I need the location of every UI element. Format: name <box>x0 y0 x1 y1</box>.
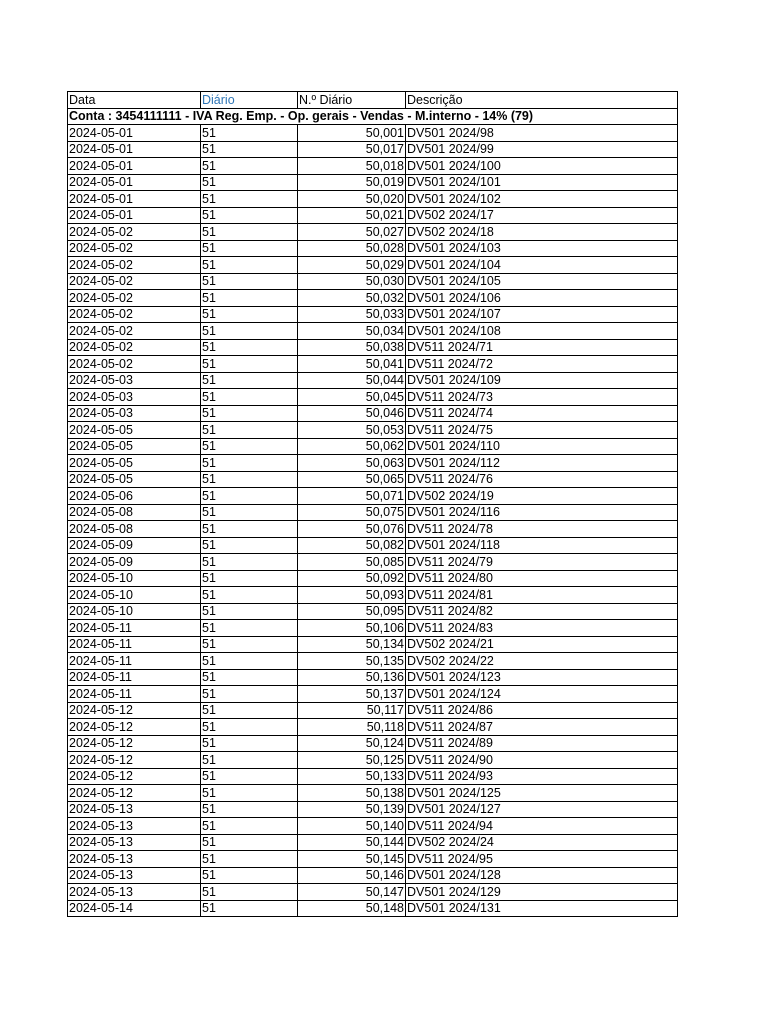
cell-date: 2024-05-01 <box>68 125 201 142</box>
table-row <box>68 290 678 307</box>
cell-descricao: DV511 2024/95 <box>406 851 678 868</box>
table-row <box>68 273 678 290</box>
table-row <box>68 438 678 455</box>
cell-n-diario: 50,085 <box>298 554 406 571</box>
cell-diario: 51 <box>201 174 298 191</box>
cell-diario: 51 <box>201 554 298 571</box>
table-row <box>68 389 678 406</box>
cell-date: 2024-05-02 <box>68 323 201 340</box>
cell-diario: 51 <box>201 587 298 604</box>
cell-descricao: DV502 2024/24 <box>406 834 678 851</box>
table-row <box>68 735 678 752</box>
cell-n-diario: 50,001 <box>298 125 406 142</box>
cell-descricao: DV501 2024/107 <box>406 306 678 323</box>
cell-date: 2024-05-13 <box>68 884 201 901</box>
cell-date: 2024-05-11 <box>68 620 201 637</box>
cell-diario: 51 <box>201 339 298 356</box>
table-row <box>68 653 678 670</box>
header-row <box>68 92 678 109</box>
table-row <box>68 669 678 686</box>
cell-descricao: DV511 2024/89 <box>406 735 678 752</box>
cell-descricao: DV511 2024/87 <box>406 719 678 736</box>
cell-date: 2024-05-14 <box>68 900 201 917</box>
cell-date: 2024-05-11 <box>68 669 201 686</box>
cell-diario: 51 <box>201 702 298 719</box>
cell-n-diario: 50,017 <box>298 141 406 158</box>
cell-diario: 51 <box>201 207 298 224</box>
cell-n-diario: 50,041 <box>298 356 406 373</box>
cell-n-diario: 50,038 <box>298 339 406 356</box>
account-row <box>68 108 678 125</box>
cell-descricao: DV511 2024/82 <box>406 603 678 620</box>
cell-descricao: DV511 2024/80 <box>406 570 678 587</box>
cell-descricao: DV501 2024/102 <box>406 191 678 208</box>
cell-descricao: DV511 2024/76 <box>406 471 678 488</box>
cell-diario: 51 <box>201 620 298 637</box>
cell-diario: 51 <box>201 372 298 389</box>
cell-descricao: DV502 2024/17 <box>406 207 678 224</box>
table-row <box>68 455 678 472</box>
cell-n-diario: 50,117 <box>298 702 406 719</box>
cell-diario: 51 <box>201 752 298 769</box>
cell-n-diario: 50,018 <box>298 158 406 175</box>
cell-date: 2024-05-02 <box>68 306 201 323</box>
cell-diario: 51 <box>201 455 298 472</box>
table-row <box>68 785 678 802</box>
cell-diario: 51 <box>201 719 298 736</box>
cell-diario: 51 <box>201 867 298 884</box>
table-row <box>68 537 678 554</box>
cell-diario: 51 <box>201 504 298 521</box>
cell-diario: 51 <box>201 900 298 917</box>
table-row <box>68 257 678 274</box>
table-row <box>68 818 678 835</box>
cell-descricao: DV501 2024/108 <box>406 323 678 340</box>
cell-date: 2024-05-05 <box>68 471 201 488</box>
cell-descricao: DV501 2024/101 <box>406 174 678 191</box>
cell-descricao: DV502 2024/18 <box>406 224 678 241</box>
cell-n-diario: 50,139 <box>298 801 406 818</box>
cell-n-diario: 50,062 <box>298 438 406 455</box>
cell-date: 2024-05-08 <box>68 521 201 538</box>
journal-table <box>67 91 678 917</box>
cell-diario: 51 <box>201 422 298 439</box>
cell-n-diario: 50,095 <box>298 603 406 620</box>
cell-date: 2024-05-01 <box>68 191 201 208</box>
cell-date: 2024-05-03 <box>68 389 201 406</box>
cell-descricao: DV511 2024/93 <box>406 768 678 785</box>
cell-diario: 51 <box>201 801 298 818</box>
table-row <box>68 488 678 505</box>
cell-date: 2024-05-11 <box>68 686 201 703</box>
cell-diario: 51 <box>201 669 298 686</box>
cell-descricao: DV501 2024/106 <box>406 290 678 307</box>
cell-diario: 51 <box>201 389 298 406</box>
table-row <box>68 554 678 571</box>
cell-diario: 51 <box>201 158 298 175</box>
cell-n-diario: 50,019 <box>298 174 406 191</box>
cell-n-diario: 50,144 <box>298 834 406 851</box>
cell-diario: 51 <box>201 141 298 158</box>
cell-date: 2024-05-01 <box>68 174 201 191</box>
cell-n-diario: 50,021 <box>298 207 406 224</box>
cell-date: 2024-05-06 <box>68 488 201 505</box>
cell-descricao: DV501 2024/116 <box>406 504 678 521</box>
table-row <box>68 900 678 917</box>
cell-diario: 51 <box>201 191 298 208</box>
cell-descricao: DV501 2024/123 <box>406 669 678 686</box>
cell-date: 2024-05-02 <box>68 224 201 241</box>
table-row <box>68 587 678 604</box>
cell-n-diario: 50,093 <box>298 587 406 604</box>
table-row <box>68 504 678 521</box>
cell-date: 2024-05-02 <box>68 240 201 257</box>
cell-n-diario: 50,118 <box>298 719 406 736</box>
cell-diario: 51 <box>201 686 298 703</box>
cell-date: 2024-05-02 <box>68 356 201 373</box>
cell-diario: 51 <box>201 240 298 257</box>
cell-descricao: DV501 2024/100 <box>406 158 678 175</box>
table-row <box>68 207 678 224</box>
table-row <box>68 356 678 373</box>
cell-diario: 51 <box>201 273 298 290</box>
cell-diario: 51 <box>201 290 298 307</box>
cell-descricao: DV501 2024/103 <box>406 240 678 257</box>
cell-diario: 51 <box>201 306 298 323</box>
cell-descricao: DV511 2024/79 <box>406 554 678 571</box>
cell-n-diario: 50,034 <box>298 323 406 340</box>
table-row <box>68 306 678 323</box>
cell-diario: 51 <box>201 224 298 241</box>
table-row <box>68 686 678 703</box>
cell-date: 2024-05-13 <box>68 851 201 868</box>
cell-diario: 51 <box>201 323 298 340</box>
cell-date: 2024-05-13 <box>68 834 201 851</box>
header-n-diario: N.º Diário <box>298 92 406 109</box>
cell-diario: 51 <box>201 405 298 422</box>
cell-date: 2024-05-12 <box>68 768 201 785</box>
cell-descricao: DV501 2024/125 <box>406 785 678 802</box>
cell-date: 2024-05-13 <box>68 801 201 818</box>
cell-n-diario: 50,148 <box>298 900 406 917</box>
table-row <box>68 372 678 389</box>
cell-n-diario: 50,106 <box>298 620 406 637</box>
cell-diario: 51 <box>201 488 298 505</box>
header-descricao: Descrição <box>406 92 678 109</box>
cell-descricao: DV501 2024/98 <box>406 125 678 142</box>
cell-n-diario: 50,145 <box>298 851 406 868</box>
cell-n-diario: 50,124 <box>298 735 406 752</box>
table-row <box>68 636 678 653</box>
cell-descricao: DV502 2024/19 <box>406 488 678 505</box>
cell-date: 2024-05-08 <box>68 504 201 521</box>
cell-n-diario: 50,045 <box>298 389 406 406</box>
cell-n-diario: 50,028 <box>298 240 406 257</box>
cell-n-diario: 50,082 <box>298 537 406 554</box>
cell-n-diario: 50,044 <box>298 372 406 389</box>
table-row <box>68 521 678 538</box>
cell-date: 2024-05-01 <box>68 141 201 158</box>
cell-descricao: DV501 2024/104 <box>406 257 678 274</box>
cell-date: 2024-05-02 <box>68 257 201 274</box>
cell-date: 2024-05-01 <box>68 158 201 175</box>
cell-descricao: DV502 2024/21 <box>406 636 678 653</box>
cell-descricao: DV501 2024/112 <box>406 455 678 472</box>
table-row <box>68 158 678 175</box>
journal-table-body <box>68 92 678 917</box>
cell-n-diario: 50,137 <box>298 686 406 703</box>
cell-date: 2024-05-12 <box>68 735 201 752</box>
cell-descricao: DV511 2024/81 <box>406 587 678 604</box>
table-row <box>68 141 678 158</box>
cell-date: 2024-05-12 <box>68 702 201 719</box>
cell-descricao: DV511 2024/86 <box>406 702 678 719</box>
cell-n-diario: 50,053 <box>298 422 406 439</box>
cell-descricao: DV501 2024/131 <box>406 900 678 917</box>
cell-descricao: DV511 2024/72 <box>406 356 678 373</box>
cell-date: 2024-05-12 <box>68 719 201 736</box>
cell-date: 2024-05-13 <box>68 818 201 835</box>
cell-n-diario: 50,147 <box>298 884 406 901</box>
cell-diario: 51 <box>201 653 298 670</box>
cell-n-diario: 50,140 <box>298 818 406 835</box>
table-row <box>68 719 678 736</box>
cell-diario: 51 <box>201 570 298 587</box>
cell-descricao: DV501 2024/128 <box>406 867 678 884</box>
cell-date: 2024-05-12 <box>68 785 201 802</box>
cell-n-diario: 50,033 <box>298 306 406 323</box>
table-row <box>68 339 678 356</box>
header-diario-link[interactable]: Diário <box>201 92 298 109</box>
cell-n-diario: 50,063 <box>298 455 406 472</box>
cell-n-diario: 50,135 <box>298 653 406 670</box>
cell-diario: 51 <box>201 471 298 488</box>
table-row <box>68 834 678 851</box>
table-row <box>68 702 678 719</box>
cell-n-diario: 50,030 <box>298 273 406 290</box>
cell-date: 2024-05-05 <box>68 455 201 472</box>
cell-descricao: DV501 2024/109 <box>406 372 678 389</box>
cell-descricao: DV501 2024/110 <box>406 438 678 455</box>
cell-descricao: DV511 2024/73 <box>406 389 678 406</box>
cell-n-diario: 50,076 <box>298 521 406 538</box>
cell-date: 2024-05-10 <box>68 587 201 604</box>
table-row <box>68 471 678 488</box>
table-row <box>68 422 678 439</box>
cell-diario: 51 <box>201 768 298 785</box>
cell-n-diario: 50,146 <box>298 867 406 884</box>
cell-date: 2024-05-13 <box>68 867 201 884</box>
table-row <box>68 620 678 637</box>
table-row <box>68 801 678 818</box>
cell-n-diario: 50,125 <box>298 752 406 769</box>
cell-descricao: DV511 2024/94 <box>406 818 678 835</box>
cell-diario: 51 <box>201 735 298 752</box>
cell-diario: 51 <box>201 356 298 373</box>
cell-descricao: DV511 2024/71 <box>406 339 678 356</box>
cell-date: 2024-05-02 <box>68 273 201 290</box>
table-row <box>68 570 678 587</box>
cell-n-diario: 50,065 <box>298 471 406 488</box>
cell-descricao: DV511 2024/83 <box>406 620 678 637</box>
cell-descricao: DV501 2024/118 <box>406 537 678 554</box>
cell-descricao: DV511 2024/78 <box>406 521 678 538</box>
cell-diario: 51 <box>201 125 298 142</box>
cell-n-diario: 50,075 <box>298 504 406 521</box>
table-row <box>68 768 678 785</box>
cell-descricao: DV501 2024/105 <box>406 273 678 290</box>
table-row <box>68 867 678 884</box>
cell-date: 2024-05-02 <box>68 290 201 307</box>
cell-date: 2024-05-11 <box>68 636 201 653</box>
cell-date: 2024-05-03 <box>68 372 201 389</box>
cell-diario: 51 <box>201 257 298 274</box>
cell-n-diario: 50,136 <box>298 669 406 686</box>
cell-diario: 51 <box>201 818 298 835</box>
cell-n-diario: 50,029 <box>298 257 406 274</box>
cell-diario: 51 <box>201 785 298 802</box>
cell-descricao: DV511 2024/74 <box>406 405 678 422</box>
cell-diario: 51 <box>201 884 298 901</box>
cell-descricao: DV501 2024/129 <box>406 884 678 901</box>
cell-n-diario: 50,032 <box>298 290 406 307</box>
table-row <box>68 884 678 901</box>
cell-date: 2024-05-09 <box>68 537 201 554</box>
cell-date: 2024-05-05 <box>68 438 201 455</box>
cell-date: 2024-05-09 <box>68 554 201 571</box>
cell-descricao: DV511 2024/90 <box>406 752 678 769</box>
cell-diario: 51 <box>201 851 298 868</box>
table-row <box>68 323 678 340</box>
cell-n-diario: 50,020 <box>298 191 406 208</box>
cell-n-diario: 50,071 <box>298 488 406 505</box>
cell-n-diario: 50,027 <box>298 224 406 241</box>
cell-descricao: DV501 2024/99 <box>406 141 678 158</box>
cell-diario: 51 <box>201 834 298 851</box>
cell-descricao: DV501 2024/127 <box>406 801 678 818</box>
table-row <box>68 405 678 422</box>
cell-n-diario: 50,134 <box>298 636 406 653</box>
cell-diario: 51 <box>201 438 298 455</box>
account-line: Conta : 3454111111 - IVA Reg. Emp. - Op. gerais - Vendas - M.interno - 14% (79) <box>68 108 678 125</box>
table-row <box>68 174 678 191</box>
table-row <box>68 125 678 142</box>
cell-diario: 51 <box>201 537 298 554</box>
cell-diario: 51 <box>201 521 298 538</box>
cell-descricao: DV511 2024/75 <box>406 422 678 439</box>
cell-n-diario: 50,046 <box>298 405 406 422</box>
cell-date: 2024-05-01 <box>68 207 201 224</box>
cell-date: 2024-05-12 <box>68 752 201 769</box>
cell-date: 2024-05-11 <box>68 653 201 670</box>
cell-date: 2024-05-05 <box>68 422 201 439</box>
table-row <box>68 603 678 620</box>
header-data: Data <box>68 92 201 109</box>
table-row <box>68 240 678 257</box>
cell-date: 2024-05-10 <box>68 603 201 620</box>
cell-date: 2024-05-10 <box>68 570 201 587</box>
cell-descricao: DV502 2024/22 <box>406 653 678 670</box>
cell-n-diario: 50,092 <box>298 570 406 587</box>
table-row <box>68 851 678 868</box>
table-row <box>68 191 678 208</box>
cell-diario: 51 <box>201 636 298 653</box>
cell-date: 2024-05-02 <box>68 339 201 356</box>
table-row <box>68 224 678 241</box>
cell-diario: 51 <box>201 603 298 620</box>
cell-n-diario: 50,133 <box>298 768 406 785</box>
cell-n-diario: 50,138 <box>298 785 406 802</box>
cell-descricao: DV501 2024/124 <box>406 686 678 703</box>
cell-date: 2024-05-03 <box>68 405 201 422</box>
table-row <box>68 752 678 769</box>
